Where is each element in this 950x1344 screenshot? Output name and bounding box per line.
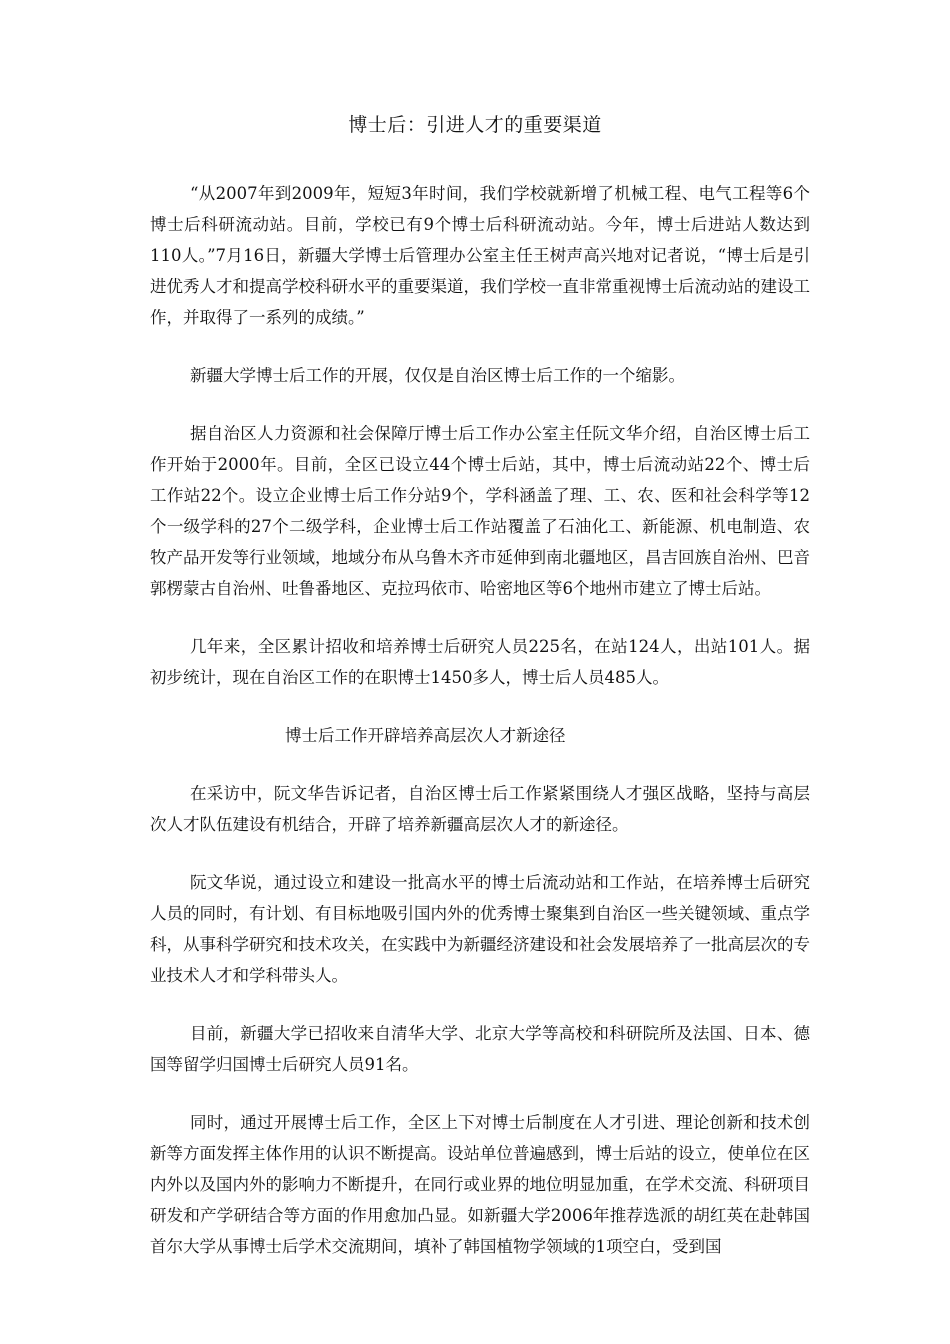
paragraph-4: 几年来，全区累计招收和培养博士后研究人员225名，在站124人，出站101人。据初步统计，现在自治区工作的在职博士1450多人，博士后人员485人。 xyxy=(150,637,810,687)
paragraph-2: 新疆大学博士后工作的开展，仅仅是自治区博士后工作的一个缩影。 xyxy=(190,366,685,385)
paragraph-7: 目前，新疆大学已招收来自清华大学、北京大学等高校和科研院所及法国、日本、德国等留学归国博士后研究人员91名。 xyxy=(150,1024,810,1074)
paragraph-8: 同时，通过开展博士后工作，全区上下对博士后制度在人才引进、理论创新和技术创新等方面发挥主体作用的认识不断提高。设站单位普遍感到，博士后站的设立，使单位在区内外以及国内外的影响力不断提升，在同行或业界的地位明显加重，在学术交流、科研项目研发和产学研结合等方面的作用愈加凸显。如新疆大学2006年推荐选派的胡红英在赴韩国首尔大学从事博士后学术交流期间，填补了韩国植物学领域的1项空白，受到国 xyxy=(150,1113,810,1256)
document-title: 博士后：引进人才的重要渠道 xyxy=(348,114,602,136)
paragraph-5: 在采访中，阮文华告诉记者，自治区博士后工作紧紧围绕人才强区战略，坚持与高层次人才队伍建设有机结合，开辟了培养新疆高层次人才的新途径。 xyxy=(150,784,810,834)
paragraph-6: 阮文华说，通过设立和建设一批高水平的博士后流动站和工作站，在培养博士后研究人员的同时，有计划、有目标地吸引国内外的优秀博士聚集到自治区一些关键领域、重点学科，从事科学研究和技术攻关，在实践中为新疆经济建设和社会发展培养了一批高层次的专业技术人才和学科带头人。 xyxy=(150,873,810,985)
paragraph-1: “从2007年到2009年，短短3年时间，我们学校就新增了机械工程、电气工程等6个博士后科研流动站。目前，学校已有9个博士后科研流动站。今年，博士后进站人数达到110人。”7月16日，新疆大学博士后管理办公室主任王树声高兴地对记者说，“博士后是引进优秀人才和提高学校科研水平的重要渠道，我们学校一直非常重视博士后流动站的建设工作，并取得了一系列的成绩。” xyxy=(150,184,810,327)
document-body xyxy=(150,178,810,1289)
section-subheading: 博士后工作开辟培养高层次人才新途径 xyxy=(285,726,566,745)
paragraph-3: 据自治区人力资源和社会保障厅博士后工作办公室主任阮文华介绍，自治区博士后工作开始于2000年。目前，全区已设立44个博士后站，其中，博士后流动站22个、博士后工作站22个。设立企业博士后工作分站9个，学科涵盖了理、工、农、医和社会科学等12个一级学科的27个二级学科，企业博士后工作站覆盖了石油化工、新能源、机电制造、农牧产品开发等行业领域，地域分布从乌鲁木齐市延伸到南北疆地区，昌吉回族自治州、巴音郭楞蒙古自治州、吐鲁番地区、克拉玛依市、哈密地区等6个地州市建立了博士后站。 xyxy=(150,424,810,598)
